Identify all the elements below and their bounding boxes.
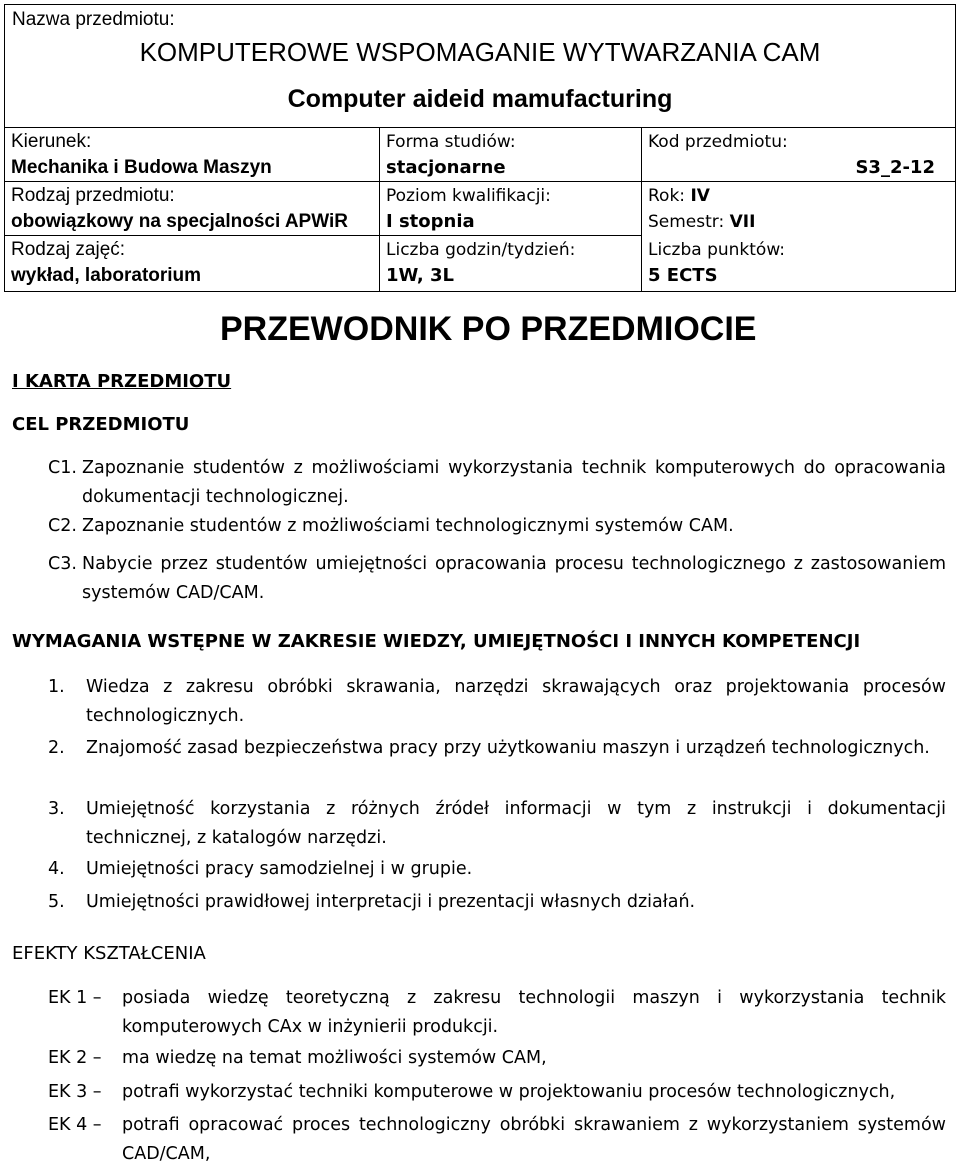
requirement-item — [48, 795, 946, 853]
cel-heading: CEL PRZEDMIOTU — [12, 414, 190, 435]
requirement-item — [48, 734, 946, 763]
requirement-id: 2. — [48, 738, 65, 758]
godziny-value: 1W, 3L — [386, 265, 455, 286]
effect-item — [48, 984, 946, 1042]
requirement-item — [48, 888, 946, 917]
goal-item — [48, 550, 946, 608]
effect-text: posiada wiedzę teoretyczną z zakresu technologii maszyn i wykorzystania technik komputerowych CAx w inżynierii produkcji. — [122, 988, 946, 1037]
goal-text: Nabycie przez studentów umiejętności opracowania procesu technologicznego z zastosowaniem systemów CAD/CAM. — [82, 554, 946, 603]
kierunek-cell — [5, 128, 379, 182]
rodzaj-zajec-cell — [5, 236, 379, 290]
requirements-heading: WYMAGANIA WSTĘPNE W ZAKRESIE WIEDZY, UMIEJĘTNOŚCI I INNYCH KOMPETENCJI — [12, 631, 861, 652]
effect-item — [48, 1111, 946, 1169]
requirement-text: Umiejętność korzystania z różnych źródeł informacji w tym z instrukcji i dokumentacji technicznej, z katalogów narzędzi. — [86, 799, 946, 848]
rok-value: IV — [690, 186, 710, 206]
forma-studiow-cell — [380, 128, 641, 182]
effect-text: potrafi opracować proces technologiczny obróbki skrawaniem z wykorzystaniem systemów CAD/CAM, — [122, 1115, 946, 1164]
course-title-polish: KOMPUTEROWE WSPOMAGANIE WYTWARZANIA CAM — [139, 37, 821, 67]
punkty-cell — [642, 236, 955, 290]
requirement-item — [48, 673, 946, 731]
poziom-cell — [380, 182, 641, 236]
effect-id: EK 1 – — [48, 988, 102, 1008]
details-column-1 — [5, 128, 380, 291]
effect-id: EK 2 – — [48, 1048, 102, 1068]
effect-item — [48, 1078, 946, 1107]
goal-item — [48, 454, 946, 512]
rodzaj-przedmiotu-cell — [5, 182, 379, 236]
goal-id: C2. — [48, 516, 77, 536]
effect-id: EK 4 – — [48, 1115, 102, 1135]
goal-text: Zapoznanie studentów z możliwościami wykorzystania technik komputerowych do opracowania dokumentacji technologicznej. — [82, 458, 946, 507]
forma-studiow-label: Forma studiów: — [386, 132, 516, 152]
godziny-label: Liczba godzin/tydzień: — [386, 240, 576, 260]
poziom-value: I stopnia — [386, 211, 475, 232]
guide-heading: PRZEWODNIK PO PRZEDMIOCIE — [220, 310, 757, 348]
goal-id: C3. — [48, 554, 77, 574]
semestr-line — [648, 209, 949, 235]
forma-studiow-value: stacjonarne — [386, 157, 506, 178]
course-title-english: Computer aideid mamufacturing — [287, 85, 673, 113]
course-name-label: Nazwa przedmiotu: — [12, 9, 175, 30]
requirement-text: Umiejętności pracy samodzielnej i w grupie. — [86, 859, 473, 879]
kod-cell — [642, 128, 955, 182]
kierunek-value: Mechanika i Budowa Maszyn — [11, 157, 272, 178]
effects-heading: EFEKTY KSZTAŁCENIA — [12, 943, 206, 964]
semestr-value: VII — [729, 212, 756, 232]
goal-id: C1. — [48, 458, 77, 478]
rodzaj-przedmiotu-value: obowiązkowy na specjalności APWiR — [11, 211, 348, 232]
requirement-id: 1. — [48, 677, 65, 697]
requirement-id: 3. — [48, 799, 65, 819]
requirement-text: Znajomość zasad bezpieczeństwa pracy przy użytkowaniu maszyn i urządzeń technologicznych. — [86, 738, 930, 758]
rok-line — [648, 183, 949, 209]
rodzaj-zajec-label: Rodzaj zajęć: — [11, 239, 126, 260]
karta-heading: I KARTA PRZEDMIOTU — [12, 371, 232, 392]
details-column-2 — [380, 128, 642, 291]
effect-item — [48, 1044, 946, 1073]
goal-item — [48, 512, 946, 541]
requirement-id: 5. — [48, 892, 65, 912]
effect-text: ma wiedzę na temat możliwości systemów CAM, — [122, 1048, 547, 1068]
requirement-text: Umiejętności prawidłowej interpretacji i prezentacji własnych działań. — [86, 892, 696, 912]
rodzaj-przedmiotu-label: Rodzaj przedmiotu: — [11, 185, 175, 206]
course-name-cell — [5, 5, 955, 128]
effect-id: EK 3 – — [48, 1082, 102, 1102]
punkty-value: 5 ECTS — [648, 265, 718, 286]
kierunek-label: Kierunek: — [11, 131, 92, 152]
effect-text: potrafi wykorzystać techniki komputerowe w projektowaniu procesów technologicznych, — [122, 1082, 896, 1102]
course-details-grid — [5, 128, 955, 291]
semestr-label: Semestr: — [648, 212, 725, 232]
godziny-cell — [380, 236, 641, 290]
requirement-id: 4. — [48, 859, 65, 879]
kod-value: S3_2-12 — [855, 157, 935, 178]
rok-semestr-cell — [642, 182, 955, 236]
rok-label: Rok: — [648, 186, 686, 206]
punkty-label: Liczba punktów: — [648, 240, 786, 260]
course-header-table — [4, 4, 956, 292]
requirement-item — [48, 855, 946, 884]
details-column-3 — [642, 128, 955, 291]
rodzaj-zajec-value: wykład, laboratorium — [11, 265, 202, 286]
poziom-label: Poziom kwalifikacji: — [386, 186, 551, 206]
kod-label: Kod przedmiotu: — [648, 132, 788, 152]
goal-text: Zapoznanie studentów z możliwościami technologicznymi systemów CAM. — [82, 516, 734, 536]
requirement-text: Wiedza z zakresu obróbki skrawania, narzędzi skrawających oraz projektowania procesów technologicznych. — [86, 677, 946, 726]
